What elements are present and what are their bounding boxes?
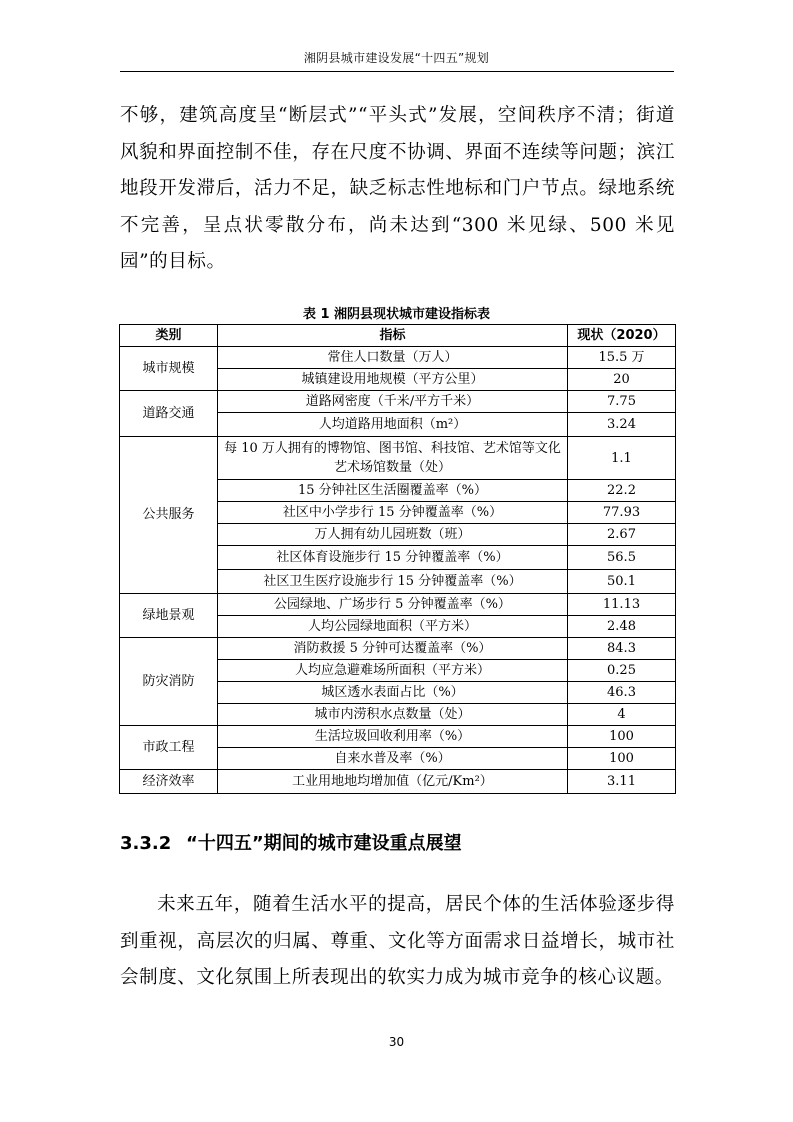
section-title: “十四五”期间的城市建设重点展望 [186, 833, 462, 854]
indicator-cell: 城镇建设用地规模（平方公里） [218, 369, 568, 391]
table-row [120, 638, 676, 660]
value-cell: 15.5 万 [568, 347, 676, 369]
value-cell: 100 [568, 748, 676, 770]
table-caption: 表 1 湘阴县现状城市建设指标表 [302, 307, 491, 322]
value-cell: 100 [568, 726, 676, 748]
category-cell: 经济效率 [120, 770, 218, 794]
indicator-cell: 生活垃圾回收利用率（%） [218, 726, 568, 748]
indicator-cell: 城区透水表面占比（%） [218, 682, 568, 704]
indicator-cell: 公园绿地、广场步行 5 分钟覆盖率（%） [218, 594, 568, 616]
value-cell: 0.25 [568, 660, 676, 682]
value-cell: 1.1 [568, 437, 676, 480]
table-row [120, 347, 676, 369]
indicator-cell: 消防救援 5 分钟可达覆盖率（%） [218, 638, 568, 660]
indicator-cell: 人均道路用地面积（m²） [218, 413, 568, 437]
value-cell: 22.2 [568, 480, 676, 502]
closing-paragraph-text: 未来五年，随着生活水平的提高，居民个体的生活体验逐步得到重视，高层次的归属、尊重、文化等方面需求日益增长，城市社会制度、文化氛围上所表现出的软实力成为城市竞争的核心议题。 [120, 894, 675, 988]
indicator-cell: 工业用地地均增加值（亿元/Km²） [218, 770, 568, 794]
indicator-cell: 万人拥有幼儿园班数（班） [218, 524, 568, 546]
value-cell: 84.3 [568, 638, 676, 660]
value-cell: 77.93 [568, 502, 676, 524]
category-cell: 防灾消防 [120, 638, 218, 726]
table-row [120, 770, 676, 794]
value-cell: 2.48 [568, 616, 676, 638]
category-cell: 城市规模 [120, 347, 218, 391]
intro-paragraph: 不够，建筑高度呈“断层式”“平头式”发展，空间秩序不清；街道风貌和界面控制不佳，存在尺度不协调、界面不连续等问题；滨江地段开发滞后，活力不足，缺乏标志性地标和门户节点。绿地系统不完善，呈点状零散分布，尚未达到“300 米见绿、500 米见园”的目标。 [120, 105, 675, 272]
value-cell: 50.1 [568, 570, 676, 594]
header-category: 类别 [120, 325, 218, 347]
indicator-table [119, 324, 676, 794]
page-number: 30 [388, 1035, 405, 1049]
indicator-cell: 城市内涝积水点数量（处） [218, 704, 568, 726]
indicator-cell: 自来水普及率（%） [218, 748, 568, 770]
table-row [120, 594, 676, 616]
table-row [120, 437, 676, 480]
header-rule [120, 71, 674, 72]
category-cell: 市政工程 [120, 726, 218, 770]
table-header-row [120, 325, 676, 347]
indicator-cell: 社区体育设施步行 15 分钟覆盖率（%） [218, 546, 568, 570]
value-cell: 56.5 [568, 546, 676, 570]
header-indicator: 指标 [218, 325, 568, 347]
section-number: 3.3.2 [120, 833, 172, 854]
value-cell: 20 [568, 369, 676, 391]
table-row [120, 726, 676, 748]
indicator-cell: 每 10 万人拥有的博物馆、图书馆、科技馆、艺术馆等文化艺术场馆数量（处） [218, 437, 568, 480]
indicator-cell: 人均应急避难场所面积（平方米） [218, 660, 568, 682]
category-cell: 道路交通 [120, 391, 218, 437]
value-cell: 2.67 [568, 524, 676, 546]
indicator-cell: 社区中小学步行 15 分钟覆盖率（%） [218, 502, 568, 524]
category-cell: 绿地景观 [120, 594, 218, 638]
table-row [120, 391, 676, 413]
value-cell: 11.13 [568, 594, 676, 616]
closing-paragraph [120, 887, 675, 997]
value-cell: 7.75 [568, 391, 676, 413]
value-cell: 3.11 [568, 770, 676, 794]
running-header: 湘阴县城市建设发展“十四五”规划 [303, 51, 490, 65]
indicator-cell: 社区卫生医疗设施步行 15 分钟覆盖率（%） [218, 570, 568, 594]
value-cell: 4 [568, 704, 676, 726]
value-cell: 46.3 [568, 682, 676, 704]
indicator-cell: 15 分钟社区生活圈覆盖率（%） [218, 480, 568, 502]
value-cell: 3.24 [568, 413, 676, 437]
indicator-cell: 常住人口数量（万人） [218, 347, 568, 369]
indicator-cell: 道路网密度（千米/平方千米） [218, 391, 568, 413]
header-value: 现状（2020） [568, 325, 676, 347]
indicator-cell: 人均公园绿地面积（平方米） [218, 616, 568, 638]
category-cell: 公共服务 [120, 437, 218, 594]
section-heading [120, 829, 462, 855]
